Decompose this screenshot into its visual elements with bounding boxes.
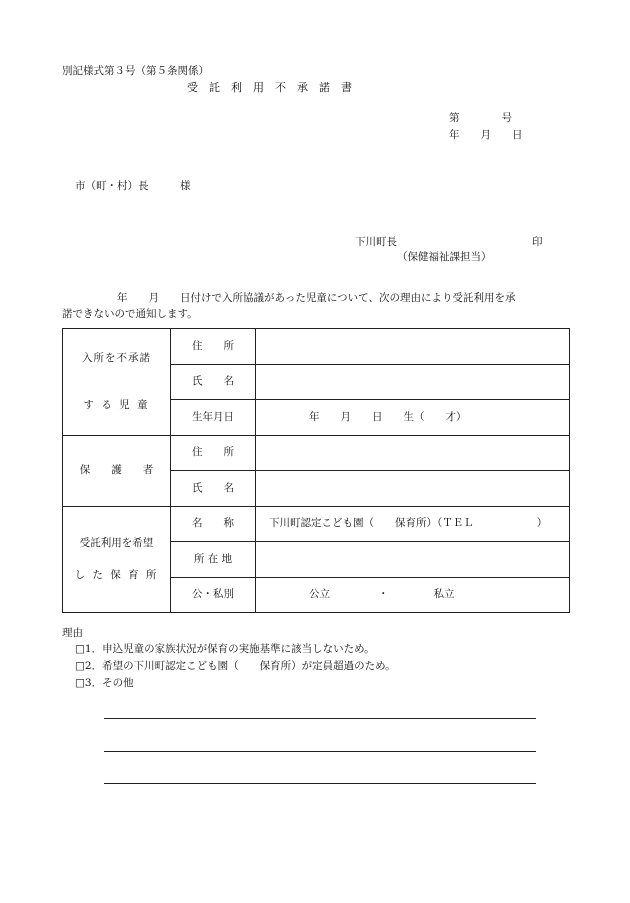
- guardian-name-label: 氏 名: [171, 471, 256, 507]
- child-group-cell: [63, 329, 171, 436]
- reason-item-3[interactable]: □3．その他: [75, 677, 134, 689]
- seal-mark: 印: [532, 236, 543, 248]
- facility-type-field[interactable]: [256, 577, 570, 613]
- guardian-address-field[interactable]: [256, 435, 570, 471]
- notice-table: [62, 328, 570, 613]
- issuer-department: （保健福祉課担当）: [397, 251, 492, 263]
- reason-blank-line-3[interactable]: [104, 783, 536, 784]
- body-text-line-1: 年 月 日付けで入所協議があった児童について、次の理由により受託利用を承: [96, 292, 516, 304]
- reasons-heading: 理由: [62, 627, 83, 639]
- child-name-field[interactable]: [256, 364, 570, 400]
- child-address-field[interactable]: [256, 329, 570, 365]
- body-text-line-2: 諾できないので通知します。: [62, 308, 198, 320]
- child-group-label-2: す る 児 童: [83, 399, 150, 412]
- reason-item-2[interactable]: □2．希望の下川町認定こども園（ 保育所）が定員超過のため。: [75, 660, 396, 672]
- child-group-label-1: 入所を不承諾: [82, 351, 151, 364]
- addressee: 市（町・村）長 様: [75, 180, 191, 192]
- reason-blank-line-2[interactable]: [104, 751, 536, 752]
- form-reference: 別記様式第３号（第５条関係）: [62, 65, 209, 77]
- facility-name-value: 下川町認定こども園（ 保育所）（ＴＥＬ ）: [269, 517, 548, 530]
- child-birthdate-field[interactable]: [256, 400, 570, 436]
- facility-type-private[interactable]: 私立: [433, 588, 455, 601]
- facility-location-field[interactable]: [256, 542, 570, 578]
- document-date: 年 月 日: [449, 129, 523, 141]
- facility-type-label: 公・私別: [171, 577, 256, 613]
- facility-name-label: 名 称: [171, 506, 256, 542]
- reason-item-1[interactable]: □1．申込児童の家族状況が保育の実施基準に該当しないため。: [75, 643, 375, 655]
- facility-type-separator: ・: [378, 588, 389, 601]
- facility-group-cell: [63, 506, 171, 613]
- child-birthdate-value: 年 月 日 生（ 才）: [309, 410, 467, 423]
- guardian-group-cell: [63, 435, 171, 506]
- issuer-name: 下川町長: [355, 236, 397, 248]
- child-name-label: 氏 名: [171, 364, 256, 400]
- facility-type-public[interactable]: 公立: [309, 588, 330, 601]
- facility-group-label-1: 受託利用を希望: [79, 537, 154, 550]
- document-title: 受 託 利 用 不 承 諾 書: [187, 81, 352, 94]
- child-birthdate-label: 生年月日: [171, 400, 256, 436]
- facility-location-label: 所 在 地: [171, 542, 256, 578]
- document-number: 第 号: [449, 112, 512, 124]
- reason-blank-line-1[interactable]: [104, 718, 536, 719]
- guardian-name-field[interactable]: [256, 471, 570, 507]
- child-address-label: 住 所: [171, 329, 256, 365]
- facility-group-label-2: し た 保 育 所: [74, 568, 159, 581]
- facility-name-field[interactable]: [256, 506, 570, 542]
- guardian-address-label: 住 所: [171, 435, 256, 471]
- guardian-group-label: 保 護 者: [79, 464, 154, 477]
